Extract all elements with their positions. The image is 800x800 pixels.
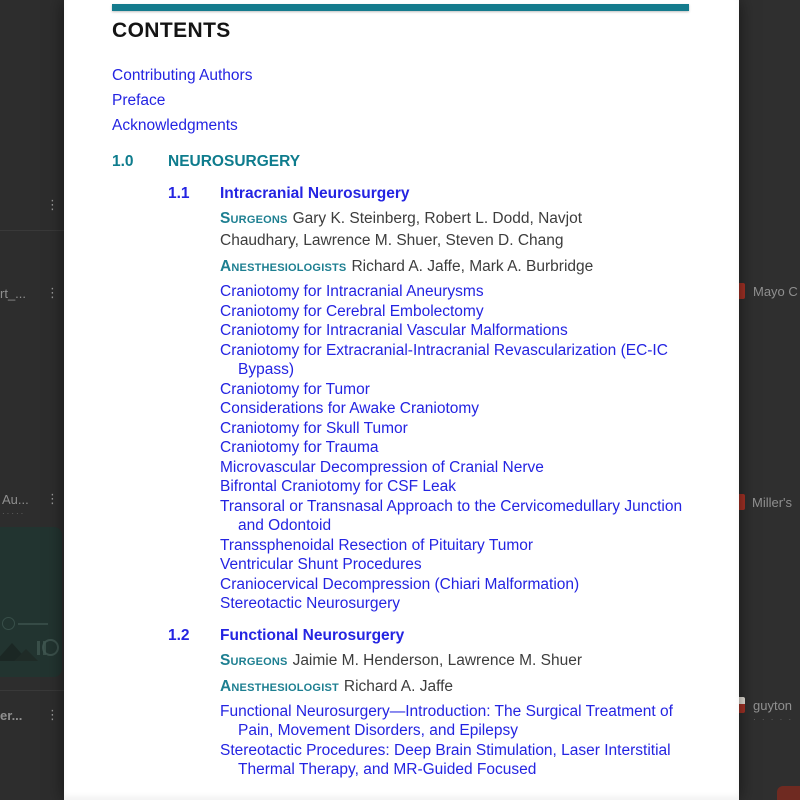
chapter-link-list [220,702,691,780]
staff-names: Richard A. Jaffe, Mark A. Burbridge [351,258,594,275]
subsection-number: 1.2 [168,626,190,644]
staff-line-anesthesiologists [220,256,662,278]
section-number: 1.0 [112,153,134,170]
chapter-link-list [220,282,691,614]
thumbnail-mountain-shape [14,649,38,661]
thumbnail-bars [37,641,40,655]
toc-chapter-link[interactable]: Craniotomy for Extracranial-Intracranial Revascularization (EC-IC Bypass) [220,341,668,378]
toc-chapter-link[interactable]: Ventricular Shunt Procedures [220,556,422,573]
more-options-icon[interactable]: ⋮ [46,286,59,301]
toc-chapter-link[interactable]: Craniocervical Decompression (Chiari Malformation) [220,575,580,593]
toc-link-acknowledgments[interactable]: Acknowledgments [112,117,238,134]
thumbnail-line [18,623,48,625]
row-divider [0,230,64,231]
front-matter-links [112,63,691,138]
file-item-label[interactable]: Au... [2,492,29,507]
staff-role-label: Anesthesiologists [220,258,347,275]
section-heading-1-0[interactable] [112,151,691,172]
more-options-icon[interactable]: ⋮ [46,492,59,507]
chapter-head-rule [112,4,689,11]
toc-link-contributing-authors[interactable]: Contributing Authors [112,67,253,84]
subsection-heading-1-2[interactable] [168,625,691,646]
page-title: CONTENTS [112,19,231,42]
file-item-label[interactable]: er... [0,708,23,723]
more-options-icon[interactable]: ⋮ [46,198,59,213]
staff-line-surgeons [220,650,662,672]
thumbnail-circle-icon [2,617,15,630]
staff-role-label: Surgeons [220,651,288,669]
staff-line-surgeons [220,208,662,252]
subsection-1-1-body [220,208,691,614]
more-options-icon[interactable]: ⋮ [46,708,59,723]
subsection-title: Functional Neurosurgery [220,626,405,644]
toc-chapter-link[interactable]: Stereotactic Procedures: Deep Brain Stimulation, Laser Interstitial Thermal Therapy, and MR-Guided Focused [220,741,671,778]
file-item-subtext: ····· [2,509,26,518]
toc-link-preface[interactable]: Preface [112,92,166,109]
toc-chapter-link[interactable]: Functional Neurosurgery—Introduction: The Surgical Treatment of Pain, Movement Disorders, and Epilepsy [220,702,673,739]
subsection-heading-1-1[interactable] [168,183,691,204]
document-page [64,0,739,800]
staff-line-anesthesiologist [220,676,662,698]
file-item-label[interactable]: Mayo C [753,284,798,299]
thumbnail-logo-circle [42,639,59,656]
file-item-label[interactable]: rt_... [0,286,27,301]
toc-chapter-link[interactable]: Craniotomy for Cerebral Embolectomy [220,302,484,320]
toc-chapter-link[interactable]: Craniotomy for Trauma [220,439,379,456]
subsection-title: Intracranial Neurosurgery [220,185,410,202]
file-item-label[interactable]: guyton [753,698,793,713]
toc-chapter-link[interactable]: Craniotomy for Intracranial Vascular Malformations [220,322,568,339]
subsection-number: 1.1 [168,185,190,202]
toc-chapter-link[interactable]: Bifrontal Craniotomy for CSF Leak [220,478,457,495]
background-file-list-right [736,0,800,800]
staff-names: Jaimie M. Henderson, Lawrence M. Shuer [292,651,583,669]
staff-names: Gary K. Steinberg, Robert L. Dodd, Navjot Chaudhary, Lawrence M. Shuer, Steven D. Chang [220,210,583,249]
toc-chapter-link[interactable]: Transoral or Transnasal Approach to the Cervicomedullary Junction and Odontoid [220,497,683,534]
toc-chapter-link[interactable]: Considerations for Awake Craniotomy [220,400,480,417]
staff-names: Richard A. Jaffe [343,677,454,695]
row-divider [0,690,64,691]
pdf-thumbnail-corner[interactable] [777,786,800,800]
toc-chapter-link[interactable]: Transsphenoidal Resection of Pituitary Tumor [220,536,534,554]
file-thumbnail[interactable] [0,527,62,677]
background-file-list-left [0,0,64,800]
toc-chapter-link[interactable]: Microvascular Decompression of Cranial Nerve [220,458,544,476]
toc-chapter-link[interactable]: Stereotactic Neurosurgery [220,595,401,612]
section-title: NEUROSURGERY [168,153,301,170]
toc-chapter-link[interactable]: Craniotomy for Intracranial Aneurysms [220,283,484,300]
toc-chapter-link[interactable]: Craniotomy for Tumor [220,380,370,398]
staff-role-label: Surgeons [220,210,288,227]
subsection-1-2-body [220,650,691,780]
toc-chapter-link[interactable]: Craniotomy for Skull Tumor [220,419,408,437]
file-item-subtext: · · · · · [753,715,794,724]
staff-role-label: Anesthesiologist [220,677,339,695]
file-item-label[interactable]: Miller's [752,495,793,510]
